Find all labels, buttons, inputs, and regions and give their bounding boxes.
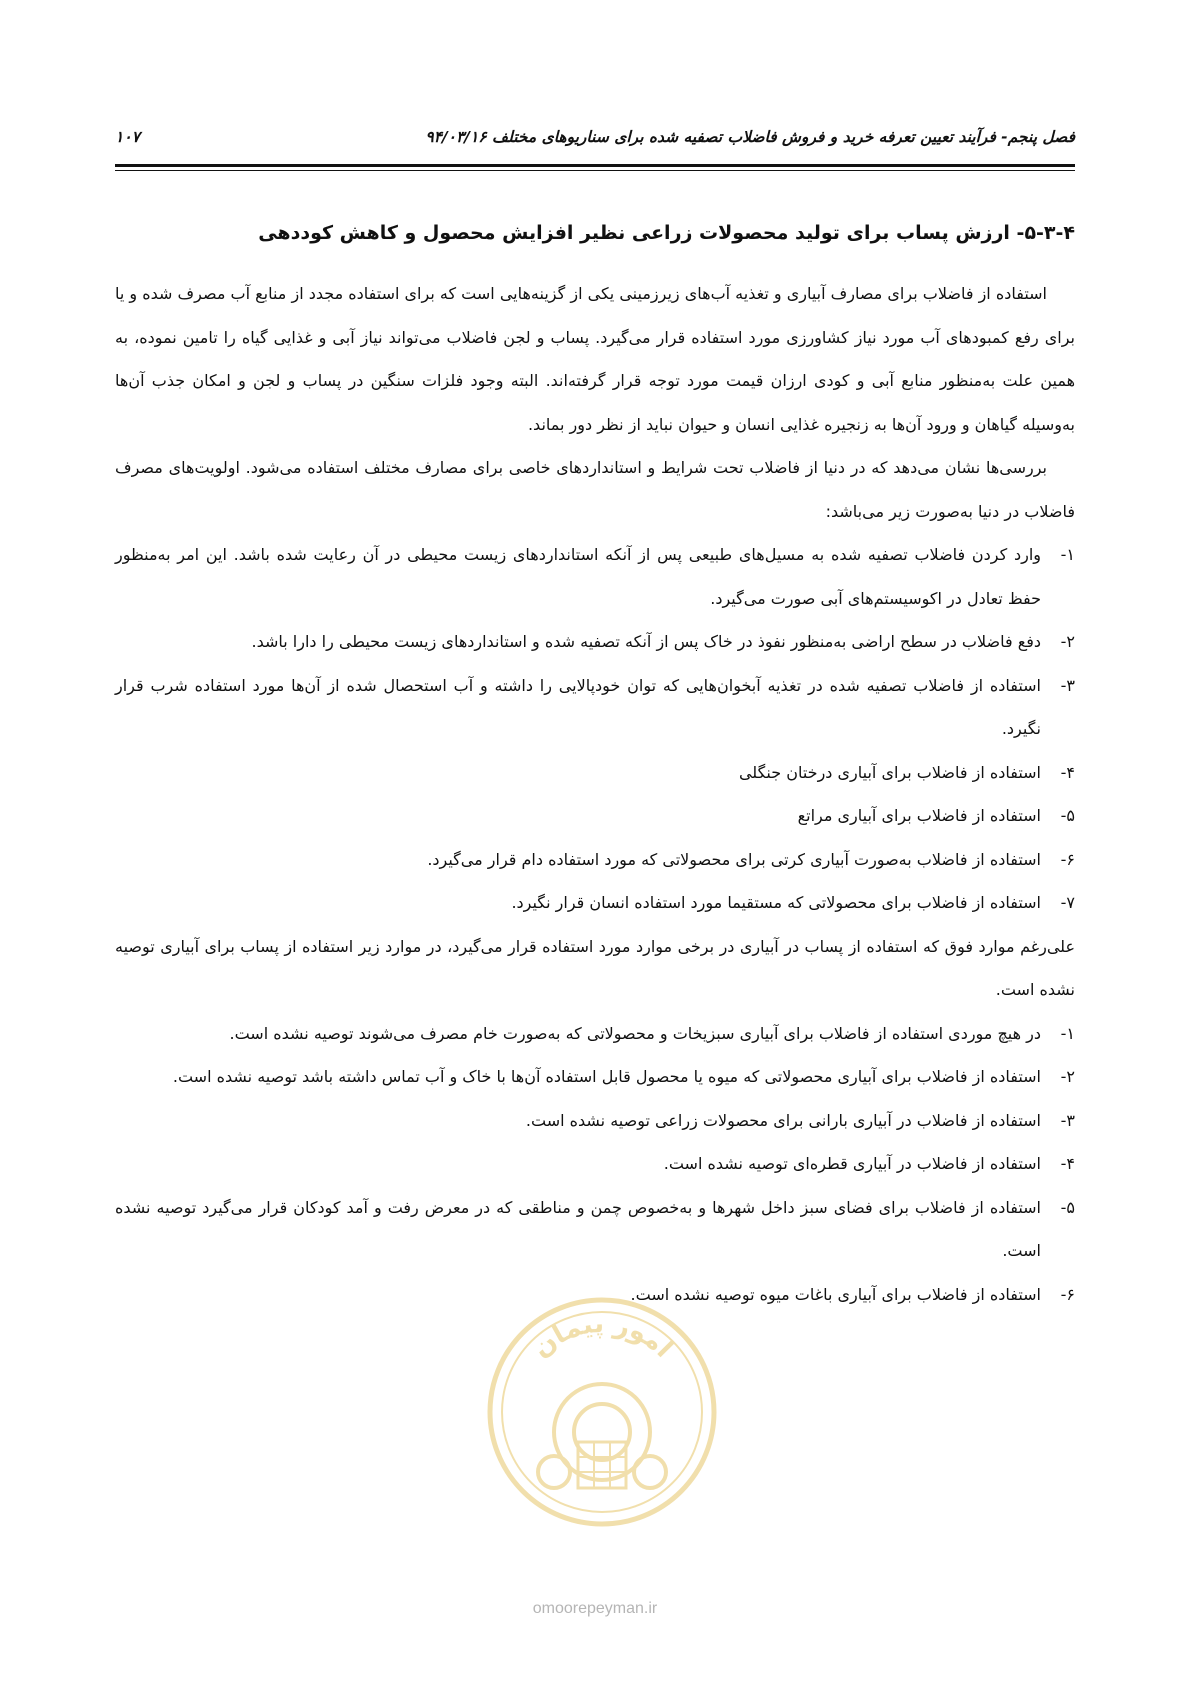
list-item-text: استفاده از فاضلاب برای فضای سبز داخل شهرها و به‌خصوص چمن و مناطقی که در معرض رفت و آمد کودکان قرار می‌گیرد توصیه نشده است.	[115, 1197, 1041, 1260]
list-item-number: ۴-	[1060, 1154, 1075, 1173]
paragraph-priorities-intro: بررسی‌ها نشان می‌دهد که در دنیا از فاضلاب تحت شرایط و استانداردهای خاصی برای مصارف مختلف استفاده می‌شود. اولویت‌های مصرف فاضلاب در دنیا به‌صورت زیر می‌باشد:	[115, 458, 1075, 521]
header-rule-thin	[115, 170, 1075, 171]
not-recommended-list	[115, 1012, 1075, 1317]
list-item-text: استفاده از فاضلاب برای آبیاری محصولاتی که میوه یا محصول قابل استفاده آن‌ها با خاک و آب تماس داشته باشد توصیه نشده است.	[172, 1067, 1041, 1086]
paragraph-not-recommended-intro: علی‌رغم موارد فوق که استفاده از پساب در آبیاری در برخی موارد مورد استفاده قرار می‌گیرد، در موارد زیر استفاده از پساب برای آبیاری توصیه نشده است.	[115, 936, 1075, 999]
list-item	[115, 1099, 1075, 1143]
list-item-text: استفاده از فاضلاب تصفیه شده در تغذیه آبخوان‌هایی که توان خودپالایی را داشته و آب استحصال شده از آن‌ها مورد استفاده شرب قرار نگیرد.	[115, 675, 1041, 738]
list-item-text: استفاده از فاضلاب برای آبیاری باغات میوه توصیه نشده است.	[630, 1284, 1041, 1304]
list-item	[115, 1012, 1075, 1056]
priorities-list	[115, 533, 1075, 925]
paragraph-intro: استفاده از فاضلاب برای مصارف آبیاری و تغذیه آب‌های زیرزمینی یکی از گزینه‌هایی است که برای استفاده مجدد از منابع آب مصرف شده و یا برای رفع کمبودهای آب مورد نیاز کشاورزی مورد استفاده قرار می‌گیرد. پساب و لجن فاضلاب می‌تواند نیاز آبی و غذایی گیاه را تامین نموده، به همین علت به‌منظور منابع آبی و کودی ارزان قیمت مورد توجه قرار گرفته‌اند. البته وجود فلزات سنگین در پساب و لجن و امکان جذب آن‌ها به‌وسیله گیاهان و ورود آن‌ها به زنجیره غذایی انسان و حیوان نباید از نظر دور بماند.	[115, 284, 1075, 434]
list-item-number: ۴-	[1060, 762, 1075, 782]
list-item-number: ۲-	[1060, 632, 1075, 651]
list-item-number: ۶-	[1060, 849, 1075, 869]
watermark-url: omoorepeyman.ir	[532, 1600, 658, 1617]
list-item	[115, 881, 1075, 925]
list-item-text: استفاده از فاضلاب در آبیاری بارانی برای محصولات زراعی توصیه نشده است.	[525, 1110, 1041, 1130]
list-item-text: استفاده از فاضلاب برای آبیاری درختان جنگلی	[738, 762, 1041, 782]
list-item-text: در هیچ موردی استفاده از فاضلاب برای آبیاری سبزیخات و محصولاتی که به‌صورت خام مصرف می‌شوند توصیه نشده است.	[229, 1023, 1041, 1043]
list-item-number: ۱-	[1060, 545, 1075, 564]
list-item	[115, 838, 1075, 882]
list-item	[115, 794, 1075, 838]
list-item-number: ۱-	[1060, 1023, 1075, 1043]
list-item-number: ۶-	[1060, 1284, 1075, 1304]
list-item-number: ۵-	[1060, 1197, 1075, 1217]
list-item	[115, 1055, 1075, 1099]
list-item-text: دفع فاضلاب در سطح اراضی به‌منظور نفوذ در خاک پس از آنکه تصفیه شده و استانداردهای زیست محیطی را دارا باشد.	[251, 632, 1041, 651]
list-item	[115, 620, 1075, 664]
watermark-seal-icon	[482, 1292, 722, 1532]
list-item-text: استفاده از فاضلاب برای آبیاری مراتع	[797, 806, 1041, 825]
list-item-text: استفاده از فاضلاب برای محصولاتی که مستقیما مورد استفاده انسان قرار نگیرد.	[511, 893, 1041, 912]
list-item-number: ۲-	[1060, 1067, 1075, 1086]
list-item	[115, 1142, 1075, 1186]
list-item-number: ۳-	[1060, 1110, 1075, 1130]
page-header	[115, 128, 1075, 154]
list-item-text: استفاده از فاضلاب در آبیاری قطره‌ای توصیه نشده است.	[663, 1154, 1041, 1173]
list-item	[115, 751, 1075, 795]
list-item	[115, 1186, 1075, 1273]
page-number: ۱۰۷	[115, 128, 140, 146]
list-item-text: وارد کردن فاضلاب تصفیه شده به مسیل‌های طبیعی پس از آنکه استانداردهای زیست محیطی در آن رعایت شده باشد. این امر به‌منظور حفظ تعادل در اکوسیستم‌های آبی صورت می‌گیرد.	[115, 545, 1041, 608]
list-item-text: استفاده از فاضلاب به‌صورت آبیاری کرتی برای محصولاتی که مورد استفاده دام قرار می‌گیرد.	[427, 849, 1041, 869]
header-title: فصل پنجم- فرآیند تعیین تعرفه خرید و فروش فاضلاب تصفیه شده برای سناریوهای مختلف ۹۴/۰۳/۱۶	[425, 128, 1075, 146]
svg-text:امور پیمان: امور پیمان	[526, 1308, 679, 1364]
list-item-number: ۳-	[1060, 675, 1075, 695]
list-item	[115, 533, 1075, 620]
list-item-number: ۵-	[1060, 806, 1075, 825]
header-rule-thick	[115, 164, 1075, 167]
list-item-number: ۷-	[1060, 893, 1075, 912]
list-item	[115, 664, 1075, 751]
page-body	[115, 218, 1075, 1316]
section-title: ۵-۳-۴- ارزش پساب برای تولید محصولات زراعی نظیر افزایش محصول و کاهش کوددهی	[258, 222, 1075, 244]
